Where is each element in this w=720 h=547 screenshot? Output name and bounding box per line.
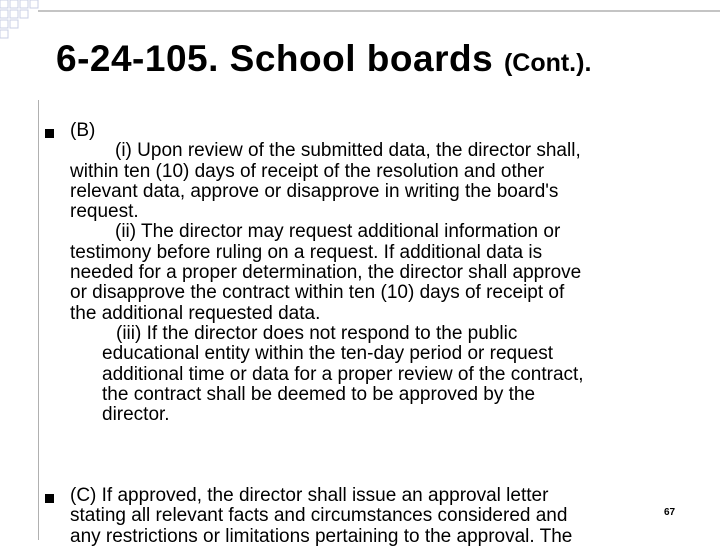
page-number: 67 (664, 507, 676, 518)
bullet-square-icon (45, 129, 54, 138)
item-b-line: additional time or data for a proper review of the contract, (102, 363, 584, 385)
item-b-line: (i) Upon review of the submitted data, the director shall, (115, 140, 581, 162)
item-b-line: (ii) The director may request additional information or (115, 221, 561, 243)
left-vertical-rule (38, 100, 39, 540)
item-b-line: request. (70, 201, 139, 223)
item-c-line: (C) If approved, the director shall issue an approval letter (70, 485, 549, 506)
item-b-line: needed for a proper determination, the director shall approve (70, 262, 582, 284)
item-b-line: the additional requested data. (70, 302, 321, 324)
item-c-text (70, 486, 572, 547)
item-b-line: educational entity within the ten-day period or request (102, 343, 553, 365)
item-b-line: or disapprove the contract within ten (10) days of receipt of (70, 282, 565, 304)
item-c-line: any restrictions or limitations pertaining to the approval. The (70, 525, 573, 547)
item-b-line: the contract shall be deemed to be approved by the (102, 383, 536, 405)
corner-square-decoration (0, 0, 720, 40)
item-b-line: (iii) If the director does not respond to the public (116, 322, 518, 344)
slide-title (56, 38, 591, 80)
item-c-line: stating all relevant facts and circumstances considered and (70, 505, 568, 527)
item-b-line: within ten (10) days of receipt of the resolution and other (70, 160, 545, 182)
item-b-line: testimony before ruling on a request. If additional data is (70, 241, 543, 263)
title-main: 6-24-105. School boards (56, 38, 494, 79)
item-b-line: relevant data, approve or disapprove in writing the board's (70, 180, 559, 202)
bullet-square-icon (45, 494, 54, 503)
item-b-text (70, 121, 584, 425)
title-suffix: (Cont.). (503, 49, 592, 77)
item-b-line: director. (102, 404, 170, 426)
item-b-line: (B) (70, 120, 96, 141)
